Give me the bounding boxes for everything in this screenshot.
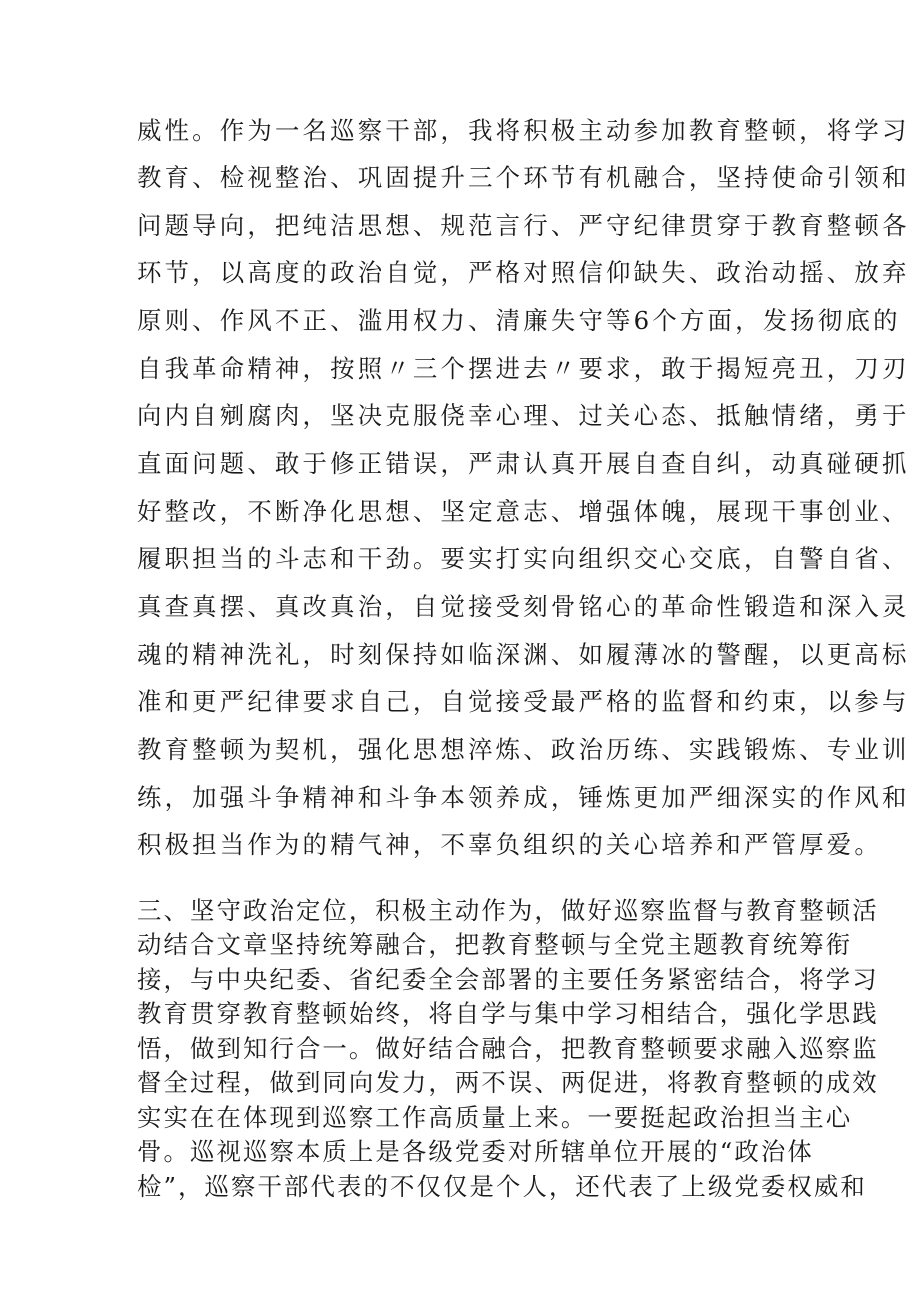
- text-line: 自我革命精神，按照〃三个摆进去〃要求，敢于揭短亮丑，刀刃: [137, 354, 910, 383]
- text-line: 直面问题、敢于修正错误，严肃认真开展自查自纠，动真碰硬抓: [137, 449, 910, 478]
- text-line: 积极担当作为的精气神，不辜负组织的关心培养和严管厚爱。: [137, 830, 882, 859]
- text-line: 接，与中央纪委、省纪委全会部署的主要任务紧密结合，将学习: [137, 965, 879, 994]
- text-line: 实实在在体现到巡察工作高质量上来。一要挺起政治担当主心: [137, 1103, 853, 1132]
- text-line: 环节，以高度的政治自觉，严格对照信仰缺失、政治动摇、放弃: [137, 258, 910, 287]
- text-line: 魂的精神洗礼，时刻保持如临深渊、如履薄冰的警醒，以更高标: [137, 640, 910, 669]
- text-line: 悟，做到知行合一。做好结合融合，把教育整顿要求融入巡察监: [137, 1034, 879, 1063]
- text-line: 三、坚守政治定位，积极主动作为，做好巡察监督与教育整顿活: [137, 896, 879, 925]
- text-line: 履职担当的斗志和干劲。要实打实向组织交心交底，自警自省、: [137, 544, 910, 573]
- text-line: 动结合文章坚持统筹融合，把教育整顿与全党主题教育统筹衔: [137, 930, 853, 959]
- text-line: 练，加强斗争精神和斗争本领养成，锤炼更加严细深实的作风和: [137, 783, 910, 812]
- text-line: 威性。作为一名巡察干部，我将积极主动参加教育整顿，将学习: [137, 116, 910, 145]
- text-line: 检”，巡察干部代表的不仅仅是个人，还代表了上级党委权威和: [137, 1172, 867, 1201]
- text-line: 教育贯穿教育整顿始终，将自学与集中学习相结合，强化学思践: [137, 999, 879, 1028]
- text-line: 好整改，不断净化思想、坚定意志、增强体魄，展现干事创业、: [137, 497, 910, 526]
- text-line: 准和更严纪律要求自己，自觉接受最严格的监督和约束，以参与: [137, 687, 910, 716]
- text-line: 真查真摆、真改真治，自觉接受刻骨铭心的革命性锻造和深入灵: [137, 592, 910, 621]
- text-line: 向内自剜腐肉，坚决克服侥幸心理、过关心态、抵触情绪，勇于: [137, 401, 910, 430]
- text-line: 问题导向，把纯洁思想、规范言行、严守纪律贯穿于教育整顿各: [137, 211, 910, 240]
- text-line: 督全过程，做到同向发力，两不误、两促进，将教育整顿的成效: [137, 1068, 879, 1097]
- text-line: 教育、检视整治、巩固提升三个环节有机融合，坚持使命引领和: [137, 163, 910, 192]
- text-line: 骨。巡视巡察本质上是各级党委对所辖单位开展的“政治体: [137, 1137, 814, 1166]
- text-line: 原则、作风不正、滥用权力、清廉失守等6个方面，发扬彻底的: [137, 306, 901, 335]
- text-line: 教育整顿为契机，强化思想淬炼、政治历练、实践锻炼、专业训: [137, 735, 910, 764]
